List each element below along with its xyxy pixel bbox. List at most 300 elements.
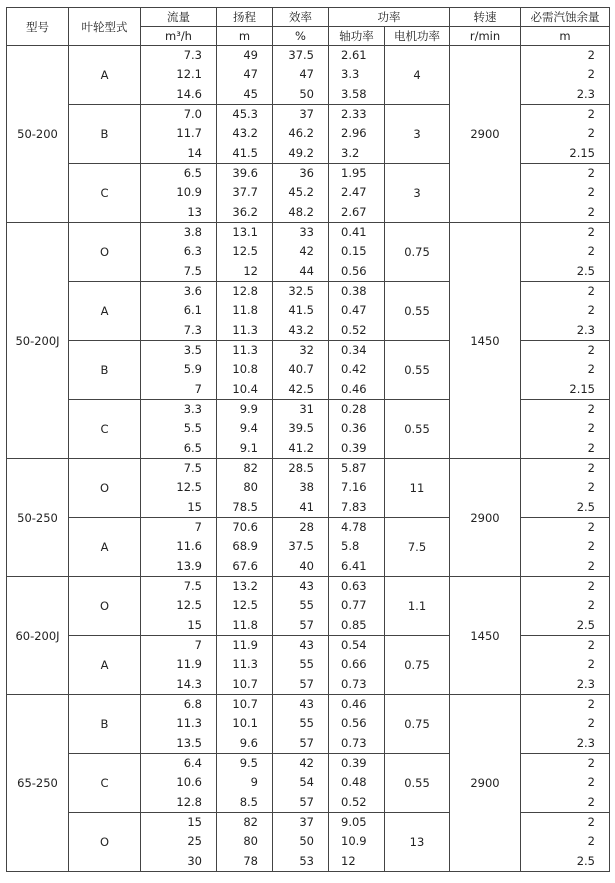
- flow-cell: [141, 164, 217, 223]
- npsh-cell-value: 2: [587, 440, 595, 455]
- efficiency-cell: [273, 164, 329, 223]
- shaft-power-cell: [329, 459, 385, 518]
- flow-cell-value: 25: [187, 834, 202, 849]
- efficiency-cell-value: 57: [299, 617, 314, 632]
- shaft-power-cell-value: 0.46: [341, 381, 367, 396]
- npsh-cell-value: 2: [587, 480, 595, 495]
- speed-cell: 2900: [450, 46, 521, 223]
- flow-cell-value: 3.5: [183, 343, 202, 358]
- impeller-cell: A: [69, 636, 141, 695]
- head-cell-value: 39.6: [232, 166, 258, 181]
- flow-cell-value: 11.3: [176, 716, 202, 731]
- efficiency-cell-value: 55: [299, 598, 314, 613]
- table-row: [7, 223, 610, 282]
- head-cell-value: 13.2: [232, 579, 258, 594]
- efficiency-cell-value: 41.2: [288, 440, 314, 455]
- shaft-power-cell: [329, 223, 385, 282]
- efficiency-cell: [273, 518, 329, 577]
- flow-cell-value: 7.0: [183, 107, 202, 122]
- head-cell-value: 9.4: [239, 421, 258, 436]
- flow-cell-value: 7: [194, 381, 202, 396]
- npsh-cell-value: 2: [587, 362, 595, 377]
- head-cell-value: 9.1: [239, 440, 258, 455]
- motor-power-cell: 0.55: [385, 400, 450, 459]
- npsh-cell-value: 2.15: [569, 381, 595, 396]
- npsh-cell-value: 2: [587, 421, 595, 436]
- efficiency-cell-value: 43: [299, 579, 314, 594]
- shaft-power-cell-value: 12: [341, 853, 356, 868]
- head-cell-value: 43.2: [232, 126, 258, 141]
- npsh-cell-value: 2: [587, 461, 595, 476]
- head-cell-value: 45.3: [232, 107, 258, 122]
- flow-cell-value: 12.5: [176, 480, 202, 495]
- flow-cell: [141, 695, 217, 754]
- head-cell-value: 9.5: [239, 756, 258, 771]
- head-cell: [217, 105, 273, 164]
- npsh-cell-value: 2: [587, 107, 595, 122]
- npsh-cell-value: 2: [587, 697, 595, 712]
- efficiency-cell-value: 36: [299, 166, 314, 181]
- head-cell-value: 47: [243, 67, 258, 82]
- efficiency-cell-value: 55: [299, 657, 314, 672]
- header-speed-unit: r/min: [450, 27, 521, 46]
- flow-cell-value: 12.8: [176, 794, 202, 809]
- flow-cell-value: 14.3: [176, 676, 202, 691]
- efficiency-cell-value: 37: [299, 107, 314, 122]
- head-cell-value: 36.2: [232, 204, 258, 219]
- flow-cell-value: 10.6: [176, 775, 202, 790]
- npsh-cell: [521, 400, 610, 459]
- head-cell-value: 12.5: [232, 244, 258, 259]
- motor-power-cell: 0.75: [385, 636, 450, 695]
- header-shaft-power: 轴功率: [329, 27, 385, 46]
- shaft-power-cell-value: 0.34: [341, 343, 367, 358]
- head-cell-value: 12.8: [232, 284, 258, 299]
- header-efficiency-unit: %: [273, 27, 329, 46]
- npsh-cell: [521, 46, 610, 105]
- header-head-unit: m: [217, 27, 273, 46]
- shaft-power-cell-value: 0.52: [341, 322, 367, 337]
- flow-cell-value: 7.3: [183, 322, 202, 337]
- efficiency-cell-value: 57: [299, 794, 314, 809]
- head-cell-value: 37.7: [232, 185, 258, 200]
- npsh-cell: [521, 695, 610, 754]
- efficiency-cell-value: 40: [299, 558, 314, 573]
- shaft-power-cell-value: 0.85: [341, 617, 367, 632]
- shaft-power-cell-value: 0.54: [341, 638, 367, 653]
- head-cell-value: 78: [243, 853, 258, 868]
- speed-cell: 2900: [450, 459, 521, 577]
- npsh-cell-value: 2.3: [576, 735, 595, 750]
- speed-cell: 1450: [450, 223, 521, 459]
- head-cell: [217, 754, 273, 813]
- flow-cell: [141, 518, 217, 577]
- shaft-power-cell-value: 5.8: [341, 539, 360, 554]
- shaft-power-cell-value: 4.78: [341, 520, 367, 535]
- flow-cell-value: 10.9: [176, 185, 202, 200]
- model-cell: 60-200J: [7, 577, 69, 695]
- efficiency-cell: [273, 223, 329, 282]
- flow-cell-value: 13.9: [176, 558, 202, 573]
- head-cell: [217, 695, 273, 754]
- efficiency-cell-value: 43: [299, 697, 314, 712]
- shaft-power-cell-value: 0.52: [341, 794, 367, 809]
- npsh-cell-value: 2: [587, 834, 595, 849]
- shaft-power-cell-value: 2.47: [341, 185, 367, 200]
- impeller-cell: O: [69, 223, 141, 282]
- head-cell-value: 10.8: [232, 362, 258, 377]
- head-cell-value: 41.5: [232, 145, 258, 160]
- shaft-power-cell-value: 0.39: [341, 756, 367, 771]
- npsh-cell-value: 2: [587, 520, 595, 535]
- flow-cell: [141, 754, 217, 813]
- shaft-power-cell-value: 0.73: [341, 676, 367, 691]
- impeller-cell: B: [69, 695, 141, 754]
- flow-cell: [141, 105, 217, 164]
- npsh-cell-value: 2.5: [576, 853, 595, 868]
- model-cell: 50-200: [7, 46, 69, 223]
- header-flow-unit: m³/h: [141, 27, 217, 46]
- head-cell-value: 11.3: [232, 343, 258, 358]
- shaft-power-cell-value: 0.48: [341, 775, 367, 790]
- motor-power-cell: 3: [385, 164, 450, 223]
- flow-cell-value: 12.1: [176, 67, 202, 82]
- motor-power-cell: 3: [385, 105, 450, 164]
- npsh-cell-value: 2: [587, 815, 595, 830]
- npsh-cell-value: 2: [587, 756, 595, 771]
- flow-cell-value: 6.5: [183, 440, 202, 455]
- npsh-cell-value: 2: [587, 244, 595, 259]
- npsh-cell-value: 2: [587, 638, 595, 653]
- impeller-cell: A: [69, 518, 141, 577]
- flow-cell-value: 13: [187, 204, 202, 219]
- shaft-power-cell-value: 0.36: [341, 421, 367, 436]
- efficiency-cell: [273, 105, 329, 164]
- npsh-cell-value: 2: [587, 343, 595, 358]
- npsh-cell-value: 2.3: [576, 322, 595, 337]
- motor-power-cell: 13: [385, 813, 450, 872]
- npsh-cell-value: 2: [587, 794, 595, 809]
- npsh-cell: [521, 223, 610, 282]
- head-cell-value: 10.4: [232, 381, 258, 396]
- npsh-cell-value: 2: [587, 579, 595, 594]
- npsh-cell-value: 2: [587, 558, 595, 573]
- shaft-power-cell-value: 2.61: [341, 48, 367, 63]
- impeller-cell: C: [69, 164, 141, 223]
- head-cell: [217, 577, 273, 636]
- npsh-cell-value: 2: [587, 657, 595, 672]
- efficiency-cell-value: 43: [299, 638, 314, 653]
- flow-cell-value: 7.3: [183, 48, 202, 63]
- efficiency-cell-value: 50: [299, 834, 314, 849]
- head-cell: [217, 223, 273, 282]
- head-cell: [217, 400, 273, 459]
- flow-cell: [141, 636, 217, 695]
- shaft-power-cell-value: 2.96: [341, 126, 367, 141]
- npsh-cell: [521, 164, 610, 223]
- efficiency-cell-value: 47: [299, 67, 314, 82]
- header-head: 扬程: [217, 8, 273, 27]
- header-model: 型号: [7, 8, 69, 46]
- head-cell: [217, 282, 273, 341]
- npsh-cell-value: 2: [587, 598, 595, 613]
- npsh-cell: [521, 341, 610, 400]
- flow-cell-value: 7.5: [183, 461, 202, 476]
- head-cell-value: 45: [243, 86, 258, 101]
- head-cell-value: 12.5: [232, 598, 258, 613]
- head-cell-value: 9: [250, 775, 258, 790]
- motor-power-cell: 0.55: [385, 341, 450, 400]
- header-efficiency: 效率: [273, 8, 329, 27]
- head-cell-value: 8.5: [239, 794, 258, 809]
- shaft-power-cell-value: 0.56: [341, 716, 367, 731]
- flow-cell-value: 15: [187, 815, 202, 830]
- head-cell-value: 70.6: [232, 520, 258, 535]
- head-cell-value: 10.7: [232, 697, 258, 712]
- motor-power-cell: 11: [385, 459, 450, 518]
- shaft-power-cell-value: 0.42: [341, 362, 367, 377]
- speed-cell: 1450: [450, 577, 521, 695]
- efficiency-cell-value: 55: [299, 716, 314, 731]
- npsh-cell-value: 2: [587, 402, 595, 417]
- head-cell: [217, 164, 273, 223]
- head-cell-value: 80: [243, 480, 258, 495]
- npsh-cell-value: 2: [587, 284, 595, 299]
- efficiency-cell-value: 33: [299, 225, 314, 240]
- flow-cell-value: 6.8: [183, 697, 202, 712]
- flow-cell: [141, 400, 217, 459]
- efficiency-cell-value: 37: [299, 815, 314, 830]
- efficiency-cell: [273, 577, 329, 636]
- efficiency-cell-value: 32.5: [288, 284, 314, 299]
- impeller-cell: O: [69, 459, 141, 518]
- flow-cell-value: 11.9: [176, 657, 202, 672]
- efficiency-cell: [273, 400, 329, 459]
- flow-cell-value: 7: [194, 520, 202, 535]
- npsh-cell-value: 2: [587, 303, 595, 318]
- shaft-power-cell: [329, 46, 385, 105]
- efficiency-cell-value: 28.5: [288, 461, 314, 476]
- npsh-cell-value: 2: [587, 166, 595, 181]
- impeller-cell: O: [69, 577, 141, 636]
- npsh-cell-value: 2: [587, 204, 595, 219]
- flow-cell-value: 6.1: [183, 303, 202, 318]
- head-cell: [217, 341, 273, 400]
- flow-cell: [141, 341, 217, 400]
- efficiency-cell-value: 46.2: [288, 126, 314, 141]
- flow-cell-value: 14: [187, 145, 202, 160]
- shaft-power-cell: [329, 695, 385, 754]
- flow-cell-value: 3.8: [183, 225, 202, 240]
- efficiency-cell: [273, 754, 329, 813]
- efficiency-cell-value: 32: [299, 343, 314, 358]
- head-cell-value: 67.6: [232, 558, 258, 573]
- shaft-power-cell-value: 7.16: [341, 480, 367, 495]
- shaft-power-cell-value: 0.47: [341, 303, 367, 318]
- motor-power-cell: 0.75: [385, 223, 450, 282]
- table-row: [7, 46, 610, 105]
- efficiency-cell-value: 39.5: [288, 421, 314, 436]
- impeller-cell: O: [69, 813, 141, 872]
- flow-cell-value: 30: [187, 853, 202, 868]
- flow-cell: [141, 282, 217, 341]
- shaft-power-cell-value: 0.77: [341, 598, 367, 613]
- efficiency-cell-value: 37.5: [288, 539, 314, 554]
- head-cell-value: 13.1: [232, 225, 258, 240]
- head-cell-value: 12: [243, 263, 258, 278]
- shaft-power-cell-value: 0.15: [341, 244, 367, 259]
- head-cell: [217, 518, 273, 577]
- shaft-power-cell: [329, 577, 385, 636]
- impeller-cell: C: [69, 754, 141, 813]
- npsh-cell: [521, 577, 610, 636]
- npsh-cell: [521, 636, 610, 695]
- head-cell-value: 11.3: [232, 657, 258, 672]
- efficiency-cell-value: 57: [299, 676, 314, 691]
- flow-cell-value: 11.7: [176, 126, 202, 141]
- shaft-power-cell: [329, 813, 385, 872]
- table-row: [7, 577, 610, 636]
- motor-power-cell: 7.5: [385, 518, 450, 577]
- npsh-cell-value: 2: [587, 48, 595, 63]
- head-cell-value: 68.9: [232, 539, 258, 554]
- flow-cell-value: 5.9: [183, 362, 202, 377]
- impeller-cell: C: [69, 400, 141, 459]
- impeller-cell: B: [69, 341, 141, 400]
- shaft-power-cell-value: 3.2: [341, 145, 360, 160]
- npsh-cell-value: 2: [587, 539, 595, 554]
- shaft-power-cell-value: 0.28: [341, 402, 367, 417]
- head-cell: [217, 813, 273, 872]
- motor-power-cell: 1.1: [385, 577, 450, 636]
- head-cell-value: 11.8: [232, 617, 258, 632]
- impeller-cell: B: [69, 105, 141, 164]
- flow-cell-value: 5.5: [183, 421, 202, 436]
- efficiency-cell-value: 50: [299, 86, 314, 101]
- efficiency-cell-value: 54: [299, 775, 314, 790]
- head-cell-value: 78.5: [232, 499, 258, 514]
- header-impeller: 叶轮型式: [69, 8, 141, 46]
- header-motor-power: 电机功率: [385, 27, 450, 46]
- efficiency-cell: [273, 282, 329, 341]
- motor-power-cell: 0.75: [385, 695, 450, 754]
- npsh-cell-value: 2: [587, 185, 595, 200]
- shaft-power-cell-value: 0.39: [341, 440, 367, 455]
- head-cell-value: 10.1: [232, 716, 258, 731]
- shaft-power-cell-value: 10.9: [341, 834, 367, 849]
- npsh-cell: [521, 813, 610, 872]
- efficiency-cell: [273, 813, 329, 872]
- table-row: [7, 459, 610, 518]
- npsh-cell-value: 2: [587, 775, 595, 790]
- shaft-power-cell-value: 2.67: [341, 204, 367, 219]
- npsh-cell: [521, 518, 610, 577]
- head-cell-value: 9.6: [239, 735, 258, 750]
- head-cell: [217, 636, 273, 695]
- header-speed: 转速: [450, 8, 521, 27]
- flow-cell-value: 11.6: [176, 539, 202, 554]
- motor-power-cell: 0.55: [385, 754, 450, 813]
- shaft-power-cell: [329, 341, 385, 400]
- npsh-cell-value: 2.5: [576, 263, 595, 278]
- npsh-cell: [521, 282, 610, 341]
- efficiency-cell: [273, 459, 329, 518]
- header-npsh-unit: m: [521, 27, 610, 46]
- head-cell: [217, 459, 273, 518]
- efficiency-cell-value: 37.5: [288, 48, 314, 63]
- efficiency-cell-value: 44: [299, 263, 314, 278]
- model-cell: 65-250: [7, 695, 69, 872]
- npsh-cell-value: 2.3: [576, 676, 595, 691]
- npsh-cell-value: 2: [587, 126, 595, 141]
- pump-performance-table: [6, 7, 610, 872]
- flow-cell-value: 7: [194, 638, 202, 653]
- efficiency-cell-value: 42: [299, 756, 314, 771]
- shaft-power-cell: [329, 400, 385, 459]
- efficiency-cell-value: 42: [299, 244, 314, 259]
- flow-cell: [141, 577, 217, 636]
- impeller-cell: A: [69, 282, 141, 341]
- head-cell-value: 9.9: [239, 402, 258, 417]
- efficiency-cell: [273, 636, 329, 695]
- npsh-cell: [521, 459, 610, 518]
- flow-cell-value: 7.5: [183, 579, 202, 594]
- shaft-power-cell-value: 0.38: [341, 284, 367, 299]
- shaft-power-cell-value: 0.56: [341, 263, 367, 278]
- flow-cell-value: 15: [187, 617, 202, 632]
- npsh-cell-value: 2: [587, 225, 595, 240]
- efficiency-cell-value: 45.2: [288, 185, 314, 200]
- shaft-power-cell-value: 0.66: [341, 657, 367, 672]
- efficiency-cell-value: 43.2: [288, 322, 314, 337]
- flow-cell-value: 3.6: [183, 284, 202, 299]
- efficiency-cell-value: 49.2: [288, 145, 314, 160]
- npsh-cell: [521, 105, 610, 164]
- efficiency-cell-value: 41: [299, 499, 314, 514]
- npsh-cell-value: 2.15: [569, 145, 595, 160]
- model-cell: 50-200J: [7, 223, 69, 459]
- flow-cell: [141, 223, 217, 282]
- efficiency-cell-value: 48.2: [288, 204, 314, 219]
- flow-cell-value: 12.5: [176, 598, 202, 613]
- shaft-power-cell: [329, 636, 385, 695]
- flow-cell-value: 6.4: [183, 756, 202, 771]
- speed-cell: 2900: [450, 695, 521, 872]
- efficiency-cell: [273, 695, 329, 754]
- efficiency-cell-value: 41.5: [288, 303, 314, 318]
- shaft-power-cell-value: 0.73: [341, 735, 367, 750]
- shaft-power-cell-value: 7.83: [341, 499, 367, 514]
- shaft-power-cell: [329, 282, 385, 341]
- head-cell-value: 82: [243, 815, 258, 830]
- npsh-cell-value: 2: [587, 67, 595, 82]
- table-row: [7, 695, 610, 754]
- shaft-power-cell-value: 6.41: [341, 558, 367, 573]
- efficiency-cell: [273, 46, 329, 105]
- head-cell-value: 49: [243, 48, 258, 63]
- npsh-cell: [521, 754, 610, 813]
- npsh-cell-value: 2.3: [576, 86, 595, 101]
- shaft-power-cell: [329, 164, 385, 223]
- shaft-power-cell-value: 1.95: [341, 166, 367, 181]
- flow-cell: [141, 813, 217, 872]
- efficiency-cell-value: 28: [299, 520, 314, 535]
- efficiency-cell: [273, 341, 329, 400]
- flow-cell-value: 13.5: [176, 735, 202, 750]
- flow-cell: [141, 459, 217, 518]
- head-cell-value: 82: [243, 461, 258, 476]
- shaft-power-cell: [329, 105, 385, 164]
